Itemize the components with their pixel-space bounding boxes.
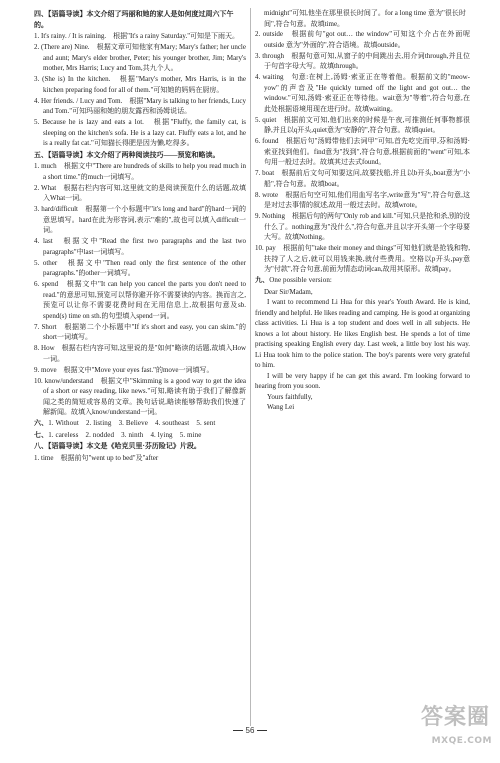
s5-item-2: 2. What 根据右栏内容可知,这里就文的是阅读预览什么的话题,故填入What一词。 [34,183,246,202]
section-6-answer-text: 1. Without 2. listing 3. Believe 4. southeast 5. sent [48,419,216,427]
s5-item-9: 9. move 根据文中"Move your eyes fast."的move一词填写。 [34,365,214,374]
watermark-domain: MXQE.COM [431,736,492,746]
s5-item-1: 1. much 根据文中"There are hundreds of skills to help you read much in a short time."的much一词填写。 [34,162,246,181]
essay-paragraph-2: I will be very happy if he can get this award. I'm looking forward to hearing from you soon. [255,371,470,390]
footer-dash-right [257,730,267,731]
page-number: 56 [245,726,255,735]
s5-item-6: 6. spend 根据文中"It can help you cancel the parts you don't need to read."的意思可知,预览可以帮你避开你不需要读的内容。换而言之,预览可以让你不需要花费时间在无用信息上,故根据句意及sb. spend(s) time on sth.的句型填入spend一词。 [34,280,246,320]
s8-item-6: 6. found 根据后句"汤姆带他们去词甲"可知,首先吃完而甲,芬和汤姆·索亚找到他们。find意为"找到",符合句意,根据前面的"went"可知,本句用一般过去时。故填其过去式found。 [255,137,470,166]
section-5-title: 五、【语篇导读】本文介绍了两种阅读技巧——预览和略读。 [34,150,220,159]
s5-item-3: 3. hard/difficult 根据第一个小标题中"it's long and hard"的hard一词的意思填写。hard在此为形容词,表示"难的",故也可以填入difficult一词。 [34,205,246,234]
right-column [255,8,470,413]
section-4-title: 四、【语篇导读】本文介绍了玛丽和她的家人是如何度过周六下午的。 [34,10,234,29]
s8-item-1-cont: midnight"可知,他坐在那里很长时间了。for a long time 意为"很长时间",符合句意。故填time。 [264,9,466,28]
section-8-title: 八、【语篇导读】本文是《哈克贝里·芬历险记》片段。 [34,442,201,450]
essay-signature: Wang Lei [267,403,295,411]
section-7-answers [34,430,246,441]
s8-item-1-start: 1. time 根据前句"went up to bed"及"after [34,453,159,462]
essay-closing: Yours faithfully, [267,392,313,401]
section-7-label: 七、 [34,430,49,439]
section-7-answer-text: 1. careless 2. nodded 3. ninth 4. lying 5. mine [48,430,202,439]
s5-item-5: 5. other 根据文中"Then read only the first sentence of the other paragraphs."的other一词填写。 [34,258,246,277]
section-9-header [255,275,470,286]
footer-dash-left [233,730,243,731]
watermark-logo [412,700,494,758]
s4-item-2: 2. (There are) Nine. 根据文章可知他家有Mary; Mary's father; her uncle and aunt; Mary's elder brother, Peter; his younger brother, Jim; Mary's mother, Mrs Harris; Lucy and Tom,共九个人。 [34,43,246,72]
s8-item-7: 7. boat 根据前后文句可知要这问,故要找船,并且以b开头,boat意为"小船",符合句意。故填boat。 [255,169,470,188]
s8-item-2: 2. outside 根据前句"got out… the window"可知这个介占在外面呢 outside 意为"外面的",符合语境。故填outside。 [255,30,470,49]
section-6-label: 六、 [34,419,49,427]
s8-item-10: 10. pay 根据前句"take their money and things"可知他们就是抢钱和物,扶持了人之后,就可以用钱来换,就付些费用。空格以p开头,pay意为"付款",符合句意,前面为情态动词can,故用其原形。故填pay。 [255,244,470,273]
s5-item-4: 4. last 根据文中"Read the first two paragraphs and the last two paragraphs"中last一词填写。 [34,237,246,256]
left-column [34,8,246,464]
s8-item-8: 8. wrote 根据后句空可知,他们用血写名字,write意为"写",符合句意,这是对过去事情的叙述,故用一般过去时。故填wrote。 [255,190,470,209]
s8-item-9: 9. Nothing 根据后句的两句"Only rob and kill."可知,只是抢和杀,别的没什么了。nothing意为"没什么",符合句意,并且以字开头第一个字母要大写。故填Nothing。 [255,212,470,241]
column-divider [250,8,251,726]
essay [255,287,470,413]
s4-item-3: 3. (She is) In the kitchen. 根据"Mary's mother, Mrs Harris, is in the kitchen preparing food for all of them."可知她的妈妈在厨房。 [34,75,246,94]
watermark-title: 答案圈 [420,705,490,730]
s8-item-5: 5. quiet 根据前文可知,他们出来的时候是午夜,可推测任何事物都很静,并且以q开头,quiet意为"安静的",符合句意。故填quiet。 [255,115,470,134]
s8-item-4: 4. waiting 句意:在树上,汤姆·索亚正在等着他。根据前文的"meow-yow"的声音及"He quickly turned off the light and got out… the window."可知,汤姆·索亚正在等待他。wait意为"等着",符合句意,在此处根据语境用现在进行时。故填waiting。 [255,73,470,113]
s5-item-7: 7. Short 根据第二个小标题中"If it's short and easy, you can skim."的short一词填写。 [34,322,246,341]
s8-item-3: 3. through 根据句意可知,从窗子的中间跳出去,用介词through,并且位于句首字母大写。故填through。 [255,51,470,70]
s5-item-10: 10. know/understand 根据文中"Skimming is a good way to get the idea of a short or easy reading, like news."可知,略读有助于我们了解像新闻之类的简短或容易的文章。换句话说,略读能够帮助我们快速了解新闻。故填入know/understand一词。 [34,376,246,416]
essay-paragraph-1: I want to recommend Li Hua for this year's Youth Award. He is kind, friendly and helpful. He likes reading and camping. He is good at organizing class activities. Li Hua is a top student and does well in all subjects. He knows a lot about history. He likes English best. He spends a lot of time practising speaking English every day. Last week, a little boy lost his way. Li Hua took him to the police station. The boy's parents were very grateful to him. [255,298,470,369]
s4-item-1: 1. It's rainy. / It is raining. 根据"It's a rainy Saturday."可知是下雨天。 [34,32,240,40]
essay-salutation: Dear Sir/Madam, [264,287,313,296]
s4-item-5: 5. Because he is lazy and eats a lot. 根据"Fluffy, the family cat, is sleeping on the kitchen's sofa. He is a lazy cat. Fluffy eats a lot, and he is a really fat cat."可知猫长得肥是因为懒,吃得多。 [34,118,246,147]
s4-item-4: 4. Her friends. / Lucy and Tom. 根据"Mary is talking to her friends, Lucy and Tom."可知玛丽和她的朋友露西和汤姆说话。 [34,96,246,115]
s5-item-8: 8. How 根据右栏内容可知,这里说的是"如何"略读的话题,故填入How一词。 [34,344,246,363]
section-9-label: 九、 [255,276,270,284]
section-6-answers [34,418,246,429]
section-9-intro: One possible version: [269,276,332,284]
